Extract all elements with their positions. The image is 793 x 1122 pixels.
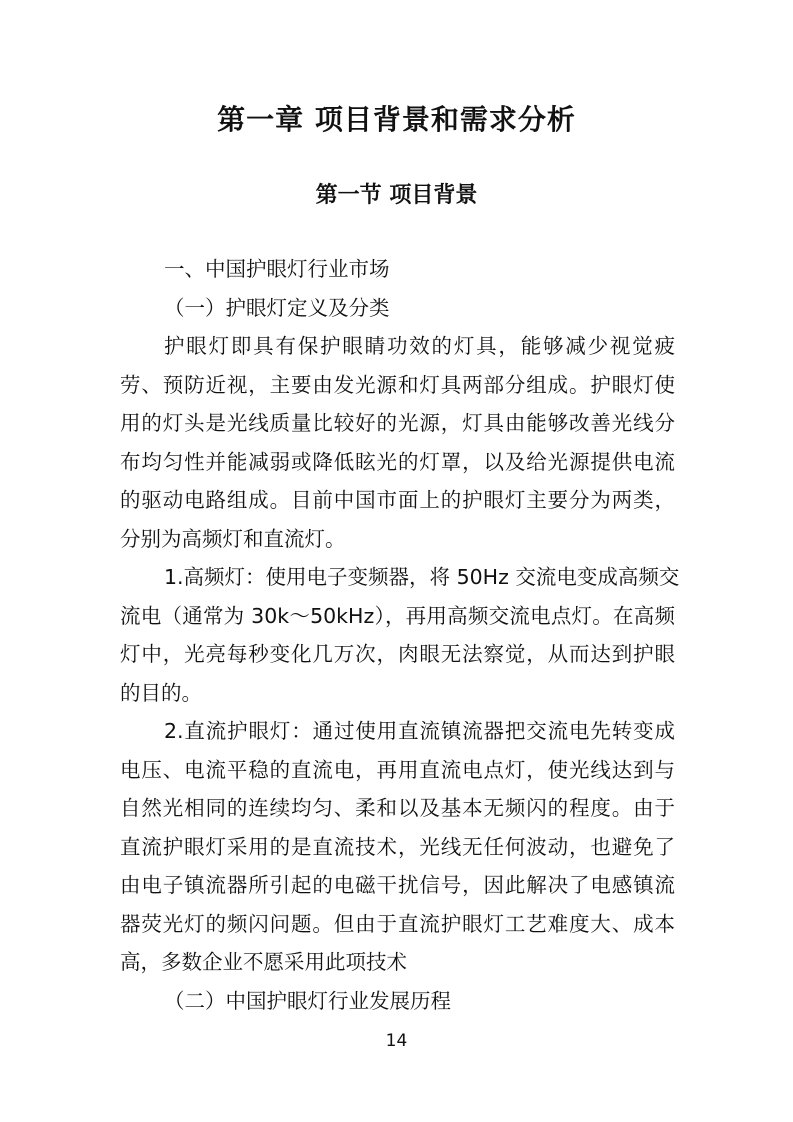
text-line: 2.直流护眼灯：通过使用直流镇流器把交流电先转变成 xyxy=(164,719,675,743)
text-line: 由电子镇流器所引起的电磁干扰信号，因此解决了电感镇流 xyxy=(120,873,675,897)
text-line: 流电（通常为 30k～50kHz），再用高频交流电点灯。在高频 xyxy=(120,603,675,628)
text-line: 直流护眼灯采用的是直流技术，光线无任何波动，也避免了 xyxy=(120,834,675,859)
text-line: 电压、电流平稳的直流电，再用直流电点灯，使光线达到与 xyxy=(120,757,675,782)
text-line: 自然光相同的连续均匀、柔和以及基本无频闪的程度。由于 xyxy=(120,796,675,820)
text-line: 的驱动电路组成。目前中国市面上的护眼灯主要分为两类， xyxy=(120,488,675,512)
text-line: 的目的。 xyxy=(120,680,202,705)
section-title: 第一节 项目背景 xyxy=(315,183,478,208)
text-line: 分别为高频灯和直流灯。 xyxy=(120,526,346,551)
text-line: 用的灯头是光线质量比较好的光源，灯具由能够改善光线分 xyxy=(120,411,675,435)
body-text xyxy=(120,250,680,1020)
text-line: （一）护眼灯定义及分类 xyxy=(164,295,390,320)
text-line: 高，多数企业不愿采用此项技术 xyxy=(120,950,407,974)
text-line: 一、中国护眼灯行业市场 xyxy=(164,257,390,281)
text-line: 布均匀性并能减弱或降低眩光的灯罩，以及给光源提供电流 xyxy=(120,449,675,474)
text-line: 1.高频灯：使用电子变频器，将 50Hz 交流电变成高频交 xyxy=(164,565,680,589)
text-line: 护眼灯即具有保护眼睛功效的灯具，能够减少视觉疲 xyxy=(164,334,675,358)
text-line: 灯中，光亮每秒变化几万次，肉眼无法察觉，从而达到护眼 xyxy=(120,642,675,666)
text-line: 器荧光灯的频闪问题。但由于直流护眼灯工艺难度大、成本 xyxy=(120,911,675,936)
text-line: （二）中国护眼灯行业发展历程 xyxy=(164,988,451,1013)
chapter-title: 第一章 项目背景和需求分析 xyxy=(217,103,576,136)
text-line: 劳、预防近视，主要由发光源和灯具两部分组成。护眼灯使 xyxy=(120,372,675,397)
page-number: 14 xyxy=(385,1031,408,1051)
